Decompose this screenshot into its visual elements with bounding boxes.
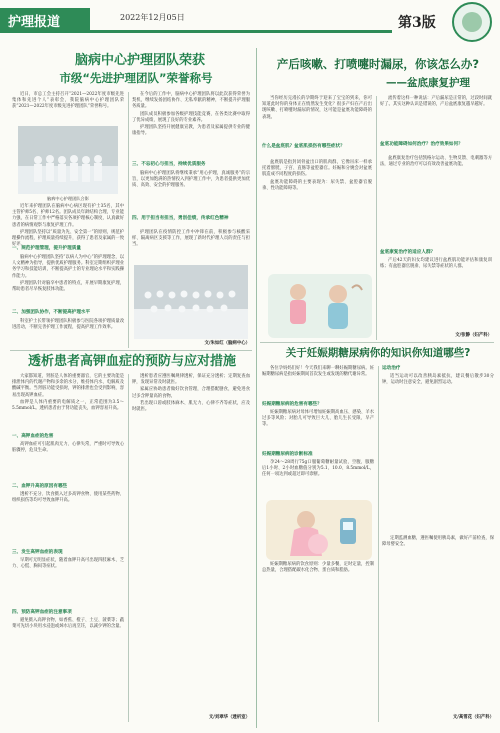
subheading: 一、高钾血症的危害 bbox=[12, 434, 54, 439]
paragraph: 孕24～28周行75g口服葡萄糖耐量试验，空腹、服糖后1小时、2小时血糖值分别为5.1、10.0、8.5mmol/L，任何一项达到或超过即可诊断。 bbox=[262, 460, 374, 478]
subheading: 二、血钾升高的原因有哪些 bbox=[12, 484, 68, 489]
paragraph: 科室护士长带领护理团队积极参与医院各项护理质量改进活动，不断完善护理工作流程，提高护理工作效率。 bbox=[12, 319, 124, 331]
paragraph: 盆底功能障碍的主要表现为：尿失禁、盆腔器官脱垂、性功能障碍等。 bbox=[262, 179, 372, 191]
paragraph: 避免摄入高钾食物，如香蕉、橙子、土豆、菠菜等；蔬菜可先切小块用水浸泡或焯水后再烹饪，以减少钾的含量。 bbox=[12, 618, 124, 630]
paragraph: 家属应协助患者做好饮食管理，合理搭配膳食，避免进食过多含钾量高的食物。 bbox=[132, 387, 250, 399]
paragraph: 透析不充分、饮食摄入过多高钾食物、使用某些药物、组织损伤等均可导致血钾升高。 bbox=[12, 492, 124, 504]
subheading: 四、用于担当有担当，勇创佳绩，传承红色精神 bbox=[132, 216, 229, 221]
article1-col2b bbox=[132, 171, 250, 215]
team-photo-2 bbox=[134, 265, 248, 339]
subheading: 一、规范护理管理，提升护理质量 bbox=[12, 246, 81, 251]
article3-col1 bbox=[262, 96, 372, 142]
article3-col2b bbox=[380, 156, 492, 248]
article4-col1d bbox=[262, 562, 374, 720]
paragraph: 妊娠期糖尿病对母体可增加妊娠期高血压、感染、羊水过多等风险；对胎儿可导致巨大儿、胎儿生长受限、早产等。 bbox=[262, 410, 374, 428]
article2-col1d bbox=[12, 558, 124, 608]
paragraph: 盆底肌是指封闭骨盆出口的肌肉群，它像吊床一样承托着膀胱、子宫、直肠等盆腔器官。妊娠和分娩会对盆底肌造成不同程度的损伤。 bbox=[262, 160, 372, 178]
paragraph: 脑病中心护理团队坚持“以病人为中心”的护理理念，以人文精神为指导，提供优质护理服务。科室定期组织护理业务学习和技能培训，不断提高护士的专业理论水平和实践操作能力。 bbox=[12, 255, 124, 279]
paragraph: 早期可无明显症状，随着血钾升高可出现四肢麻木、乏力、心慌、胸闷等症状。 bbox=[12, 558, 124, 570]
issue-date: 2022年12月05日 bbox=[120, 13, 185, 22]
article1-col2 bbox=[132, 92, 250, 164]
photo-caption: 脑病中心护理团队合影 bbox=[47, 196, 89, 201]
article2-col1c bbox=[12, 492, 124, 548]
paragraph: 近年来护理团队在脑病中心病区现有护士35名，其中主管护师5名、护师12名。团队成员年龄结构合理，专业能力强，在日常工作中严格落实各项护理核心制度，认真做好患者的病情观察与康复护理工作。 bbox=[12, 204, 124, 228]
paragraph: 盆底康复治疗包括凯格尔运动、生物反馈、电刺激等方法，通过专业的治疗可以有效改善盆底功能。 bbox=[380, 156, 492, 168]
header-rule bbox=[0, 30, 392, 33]
paragraph: 护理团队坚持以“质量为先、安全第一”的原则，规范护理操作流程，护理质量持续提升，获得了患者及家属的一致好评。 bbox=[12, 229, 124, 248]
article2-col1e bbox=[12, 618, 124, 718]
page-divider bbox=[256, 48, 257, 728]
article4-col2c bbox=[382, 536, 494, 712]
subheading: 盆底康复治疗的适应人群？ bbox=[380, 250, 436, 255]
article4-col1c bbox=[262, 460, 374, 500]
article1-intro bbox=[12, 92, 124, 126]
article1-col1c bbox=[12, 255, 124, 309]
subheading: 三、不忘初心与担当，持续优质服务 bbox=[132, 162, 206, 167]
article1-title-line1: 脑病中心护理团队荣获 bbox=[74, 53, 205, 68]
team-photo-1 bbox=[18, 126, 118, 194]
paragraph: 护理团队坚持开展健康宣教，为患者及家属提供专业的健康指导。 bbox=[132, 125, 250, 137]
paragraph: 护理团队在疫情防控工作中冲锋在前，积极参与核酸采样、隔离病区支援等工作，展现了新时代护理人员的责任与担当。 bbox=[132, 230, 250, 248]
subheading: 妊娠期糖尿病的危害有哪些？ bbox=[262, 402, 322, 407]
article2-col1b bbox=[12, 442, 124, 482]
paragraph: 透析患者应遵医嘱规律透析，保证充分透析；定期复查血钾，发现异常及时就医。 bbox=[132, 374, 250, 386]
article3-col2c bbox=[380, 258, 492, 330]
page-header bbox=[0, 0, 500, 48]
paragraph: 各位孕妈妈们好！今天我们来聊一聊妊娠期糖尿病。妊娠期糖尿病是指妊娠期间首次发生或发现的糖代谢异常。 bbox=[262, 366, 374, 378]
column-divider bbox=[128, 92, 129, 348]
column-divider bbox=[128, 374, 129, 722]
paragraph: 大家都知道，肾脏是人体的重要器官，它的主要功能是排泄体内的代谢产物和多余的水分，维持体内水、电解质及酸碱平衡。当肾脏功能受损时，钾的排泄也会受到影响，容易出现高钾血症。 bbox=[12, 374, 124, 398]
article1-col2c bbox=[132, 230, 250, 264]
pelvic-illustration bbox=[268, 274, 372, 338]
page-number: 第3版 bbox=[398, 15, 436, 31]
article1-title-line2: 市级“先进护理团队”荣誉称号 bbox=[59, 71, 213, 85]
article2-col1 bbox=[12, 374, 124, 432]
hospital-logo bbox=[452, 2, 492, 42]
paragraph: 流传着这样一种说法：产后漏尿是正常的，过段时间就好了。其实这种认识是错误的，产后盆底康复越早越好。 bbox=[380, 96, 492, 108]
section-divider bbox=[260, 342, 494, 343]
subheading: 二、加强团队协作，不断提高护理水平 bbox=[12, 310, 91, 315]
article1-col1b bbox=[12, 204, 124, 248]
article2-col2 bbox=[132, 374, 250, 710]
section-label: 护理报道 bbox=[0, 8, 90, 30]
article3-col1b bbox=[262, 160, 372, 272]
subheading: 什么是盆底肌？盆底肌损伤有哪些症状？ bbox=[262, 144, 345, 149]
paragraph: 当你经历完漫长的孕期终于迎来了宝宝的到来，你可知道此时你的身体正在悄然发生变化？很多产妇在产后出现咳嗽、打喷嚏时漏尿的情况，这可能是盆底功能障碍的表现。 bbox=[262, 96, 372, 120]
subheading: 四、预防高钾血症的注意事项 bbox=[12, 610, 72, 615]
paragraph: 护理团队针对脑卒中患者的特点，开展早期康复护理，帮助患者尽早恢复肢体功能。 bbox=[12, 280, 124, 293]
article4-author: 文/高雪花（妇产科） bbox=[452, 715, 494, 720]
article4-col2b bbox=[382, 374, 494, 534]
paragraph: 在今后的工作中，脑病中心护理团队将以此次获得荣誉为契机，继续发扬团结协作、无私奉献的精神，不断提升护理服务质量。 bbox=[132, 92, 250, 110]
article1-col1d bbox=[12, 319, 124, 345]
article4-title: 关于妊娠期糖尿病你的知识你知道哪些? bbox=[285, 347, 471, 359]
article3-col2 bbox=[380, 96, 492, 142]
paragraph: 近日，市总工会主持召开“2021—2022年度市级先进集体和先进个人”表彰会，我院脑病中心护理团队荣获“2021—2022年度市级先进护理团队”荣誉称号。 bbox=[12, 92, 124, 110]
subheading: 三、发生高钾血症的表现 bbox=[12, 550, 63, 555]
paragraph: 若出现口唇或肢体麻木、肌无力、心律不齐等症状，应及时就医。 bbox=[132, 400, 250, 413]
column-divider bbox=[378, 366, 379, 722]
article2-author: 文/刘翠华（透析室） bbox=[208, 715, 250, 720]
section-divider bbox=[10, 350, 252, 351]
paragraph: 产后42天的妇女均建议进行盆底肌功能评估和康复训练；有盆腔器官脱垂、尿失禁等症状的人群。 bbox=[380, 258, 492, 270]
article1-author: 文/朱如红（脑病中心） bbox=[204, 341, 250, 346]
paragraph: 高钾血症可引起肌肉无力、心律失常，严重时可导致心脏骤停，危及生命。 bbox=[12, 442, 124, 454]
subheading: 盆底功能障碍如何治疗？治疗效果如何？ bbox=[380, 142, 463, 147]
article4-col1b bbox=[262, 410, 374, 450]
subheading: 运动治疗 bbox=[382, 366, 401, 371]
subheading: 妊娠期糖尿病的诊断标准 bbox=[262, 452, 313, 457]
paragraph: 血钾是人体内重要的电解质之一，正常范围为3.5～5.5mmol/L。透析患者由于肾功能丧失，血钾容易升高。 bbox=[12, 399, 124, 412]
paragraph: 妊娠期糖尿病的饮食原则：少量多餐，定时定量，控制总热量，合理搭配碳水化合物、蛋白质和脂肪。 bbox=[262, 562, 374, 574]
diabetes-illustration bbox=[266, 500, 372, 560]
article3-author: 文/张静（妇产科） bbox=[455, 333, 492, 338]
article2-title: 透析患者高钾血症的预防与应对措施 bbox=[27, 354, 236, 369]
paragraph: 团队成员积极参加各级护理技能竞赛，在各类比赛中取得了优异成绩，展现了良好的专业素养。 bbox=[132, 111, 250, 123]
article4-col1 bbox=[262, 366, 374, 400]
article3-title-line2: ——盆底康复护理 bbox=[386, 77, 470, 89]
paragraph: 定期监测血糖，遵医嘱使用胰岛素，做好产前检查，保障母婴安全。 bbox=[382, 536, 494, 548]
column-divider bbox=[376, 96, 377, 340]
paragraph: 脑病中心护理团队将继续秉承“用心护理，真诚服务”的宗旨，以更加饱满的热情投入到护理工作中，为患者提供更加优质、高效、安全的护理服务。 bbox=[132, 171, 250, 189]
article3-title-line1: 产后咳嗽、打喷嚏时漏尿，你该怎么办? bbox=[276, 57, 480, 71]
paragraph: 适当运动可以改善胰岛素抵抗，建议餐后散步30分钟，运动时注意安全，避免剧烈运动。 bbox=[382, 374, 494, 386]
